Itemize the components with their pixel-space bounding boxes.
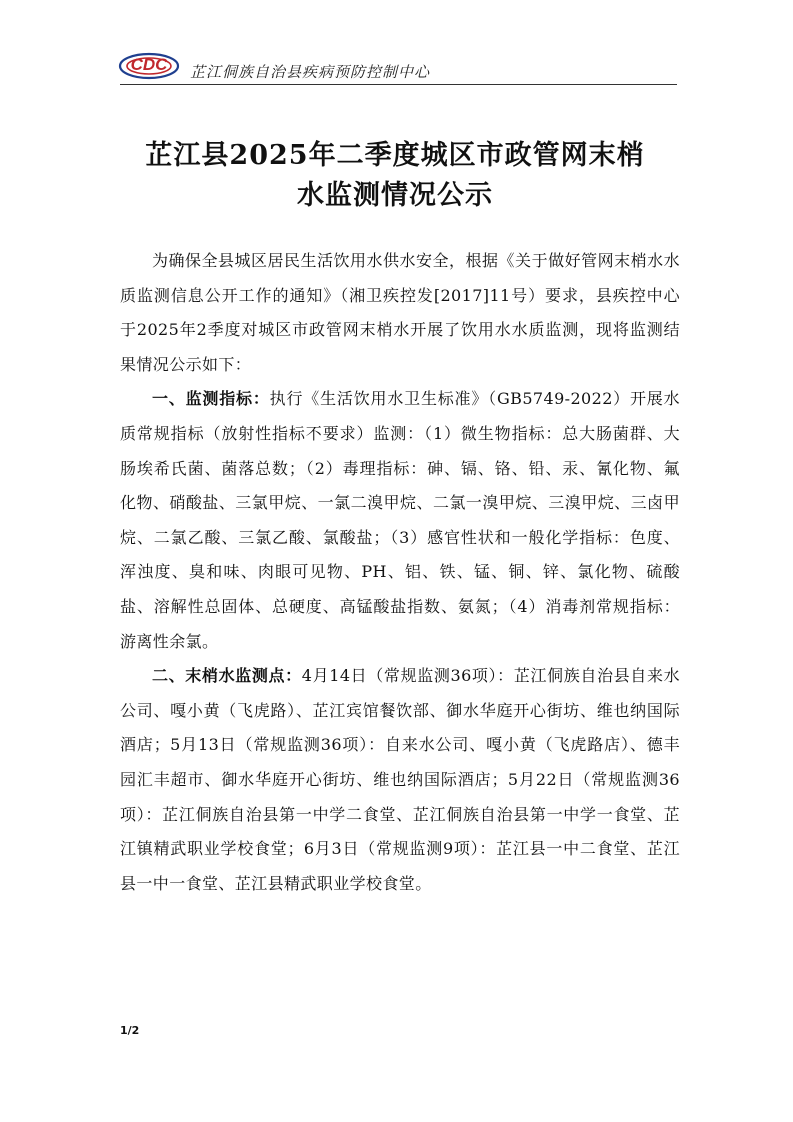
title-line-2: 水监测情况公示	[297, 180, 493, 211]
document-body	[120, 244, 680, 901]
page-header	[118, 44, 678, 86]
cdc-logo	[118, 44, 180, 82]
header-divider	[120, 84, 677, 85]
page-title	[100, 136, 690, 216]
title-line-1: 芷江县2025年二季度城区市政管网末梢	[145, 140, 645, 171]
section-2-text: 4月14日（常规监测36项）：芷江侗族自治县自来水公司、嘎小黄（飞虎路）、芷江宾馆餐饮部、御水华庭开心街坊、维也纳国际酒店；5月13日（常规监测36项）：自来水公司、嘎小黄（飞虎路店）、德丰园汇丰超市、御水华庭开心街坊、维也纳国际酒店；5月22日（常规监测36项）：芷江侗族自治县第一中学二食堂、芷江侗族自治县第一中学一食堂、芷江镇精武职业学校食堂；6月3日（常规监测9项）：芷江县一中二食堂、芷江县一中一食堂、芷江县精武职业学校食堂。	[120, 666, 680, 893]
page-number: 1/2	[120, 1024, 140, 1037]
intro-paragraph: 为确保全县城区居民生活饮用水供水安全，根据《关于做好管网末梢水水质监测信息公开工作的通知》（湘卫疾控发[2017]11号）要求，县疾控中心于2025年2季度对城区市政管网末梢水开展了饮用水水质监测，现将监测结果情况公示如下：	[120, 251, 680, 374]
section-monitoring-indicators	[120, 382, 680, 659]
section-monitoring-points	[120, 659, 680, 901]
section-1-heading: 一、监测指标：	[152, 389, 270, 409]
logo-text: CDC	[130, 55, 168, 74]
org-name: 芷江侗族自治县疾病预防控制中心	[190, 63, 431, 81]
section-1-text: 执行《生活饮用水卫生标准》（GB5749-2022）开展水质常规指标（放射性指标不要求）监测：（1）微生物指标：总大肠菌群、大肠埃希氏菌、菌落总数；（2）毒理指标：砷、镉、铬、铅、汞、氰化物、氟化物、硝酸盐、三氯甲烷、一氯二溴甲烷、二氯一溴甲烷、三溴甲烷、三卤甲烷、二氯乙酸、三氯乙酸、氯酸盐；（3）感官性状和一般化学指标：色度、浑浊度、臭和味、肉眼可见物、PH、铝、铁、锰、铜、锌、氯化物、硫酸盐、溶解性总固体、总硬度、高锰酸盐指数、氨氮；（4）消毒剂常规指标：游离性余氯。	[120, 389, 681, 651]
section-2-heading: 二、末梢水监测点：	[152, 666, 302, 686]
